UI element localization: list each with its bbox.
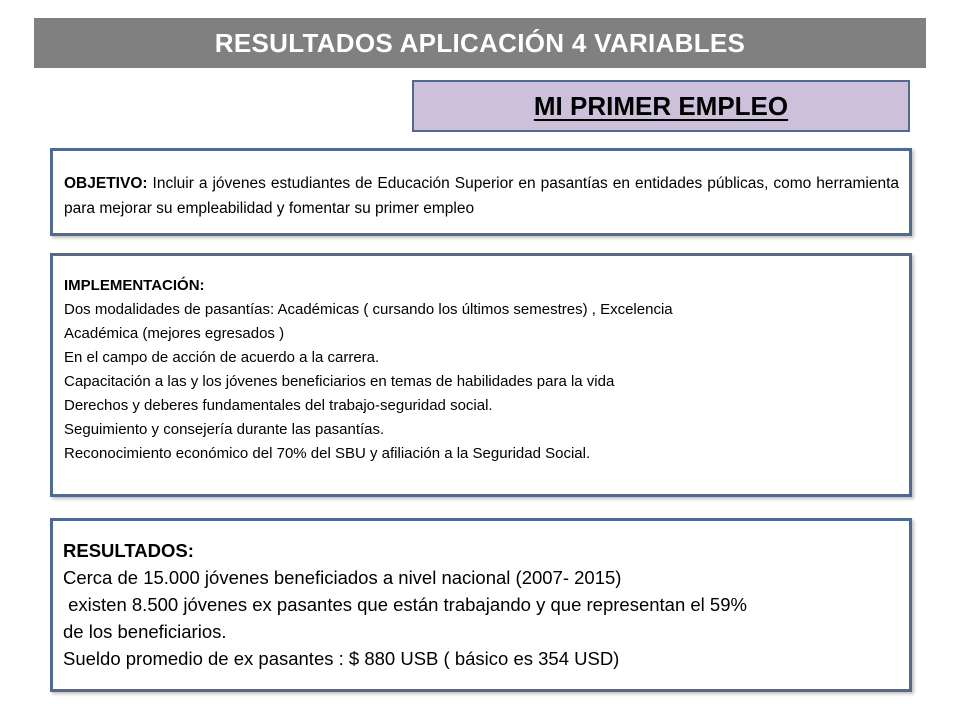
- objective-label: OBJETIVO:: [64, 175, 148, 192]
- slide-title: RESULTADOS APLICACIÓN 4 VARIABLES: [214, 27, 746, 58]
- program-name: MI PRIMER EMPLEO: [533, 90, 789, 121]
- objective-box: [50, 148, 912, 236]
- implementation-line: Reconocimiento económico del 70% del SBU y afiliación a la Seguridad Social.: [64, 445, 591, 462]
- implementation-line: Seguimiento y consejería durante las pasantías.: [64, 421, 385, 438]
- program-name-box: [412, 80, 910, 132]
- implementation-line: Dos modalidades de pasantías: Académicas ( cursando los últimos semestres) , Excelencia: [64, 301, 673, 318]
- results-line: Sueldo promedio de ex pasantes : $ 880 USB ( básico es 354 USD): [63, 648, 620, 669]
- results-label: RESULTADOS:: [63, 540, 194, 561]
- implementation-line: En el campo de acción de acuerdo a la carrera.: [64, 349, 380, 366]
- objective-text: Incluir a jóvenes estudiantes de Educación Superior en pasantías en entidades públicas, como herramienta para mejorar su empleabilidad y fomentar su primer empleo: [64, 175, 899, 217]
- implementation-line: Capacitación a las y los jóvenes beneficiarios en temas de habilidades para la vida: [64, 373, 615, 390]
- results-box: [50, 518, 912, 692]
- results-line: existen 8.500 jóvenes ex pasantes que están trabajando y que representan el 59%: [63, 594, 747, 615]
- implementation-line: Derechos y deberes fundamentales del trabajo-seguridad social.: [64, 397, 493, 414]
- results-line: Cerca de 15.000 jóvenes beneficiados a nivel nacional (2007- 2015): [63, 567, 622, 588]
- implementation-label: IMPLEMENTACIÓN:: [64, 277, 205, 294]
- implementation-line: Académica (mejores egresados ): [64, 325, 285, 342]
- slide-title-bar: [34, 18, 926, 68]
- results-line: de los beneficiarios.: [63, 621, 227, 642]
- implementation-box: [50, 253, 912, 497]
